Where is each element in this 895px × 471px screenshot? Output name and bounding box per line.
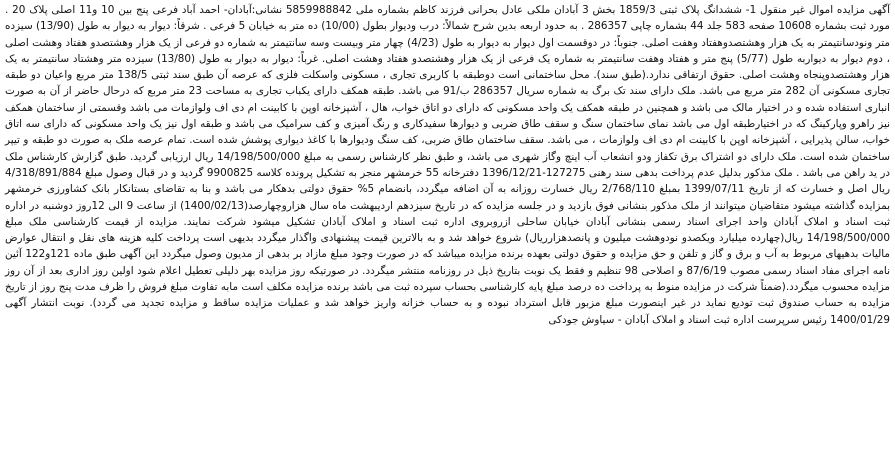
notice-signatory: سیاوش جودکی bbox=[548, 313, 615, 326]
auction-notice-text bbox=[5, 2, 890, 328]
notice-body: آگهی مزایده اموال غیر منقول 1- ششدانگ پلاک ثبتی 1859/3 بخش 3 آبادان ملکی عادل بحرانی فرزند کاظم بشماره ملی 5859988842 نشانی:آبادان- احمد آباد فرعی پنج بین 10 و11 اصلی پلاک 20 . مورد ثبت بشماره 10608 صفحه 583 جلد 44 بشماره چاپی 286357 . به حدود اربعه بدین شرح شمالاً: درب ودیوار بطول (10/00) ده متر به خیابان 5 فرعی . شرقاً: دیوار به دیوار به طول (13/90) سیزده متر ونودسانتیمتر به یک هزار وهشتصدوهفتاد وهفت اصلی. جنوباً: در دوقسمت اول دیوار به دیوار به طول (4/23) چهار متر وبیست وسه سانتیمتر به شماره دو فرعی از یک هزار وهشتصدو هفتاد وهشت اصلی ، دوم دیوار به دیواربه طول (5/77) پنج متر و هفتاد وهفت سانتیمتر به شماره یک فرعی از یک هزار وهشتصدو هفتاد وهشت اصلی. غرباً: دیوار به دیوار به طول (13/80) سیزده متر وهشتاد سانتیمتر به یک هزار وهشتصدوپنجاه وهشت اصلی. حقوق ارتفاقی ندارد.(طبق سند). محل ساختمانی است دوطبقه با کاربری تجاری ، مسکونی واسکلت فلزی که عرصه آن طبق سند ثبتی 138/5 متر مربع واعیان دو طبقه تجاری مسکونی آن 282 متر مربع می باشد. ملک دارای سند تک برگ به شماره سریال 286357 ب/91 می باشد. طبقه همکف دارای یکباب تجاری به مساحت 23 متر مربع که درحال حاضر از آن به صورت انباری استفاده شده و در اختیار مالک می باشد و همچنین در طبقه همکف یک واحد مسکونی که دارای دو اتاق خواب، هال ، آشپزخانه اوپن با کابینت ام دی اف ولوازمات می باشد وقسمتی از ساختمان همکف نیز راهرو وپارکینگ که در اختیارطبقه اول می باشد نمای ساختمان سنگ و سقف طاق ضربی و دیوارها سفیدکاری و رنگ آمیزی و کف سرامیک می باشد و طبقه اول نیز یک واحد مسکونی که دارای سه اتاق خواب، سالن پذیرایی ، آشپزخانه اوپن با کابینت ام دی اف ولوازمات ، می باشد. سقف ساختمان طاق ضربی، کف سنگ ودیوارها با کاغذ دیواری پوشش شده است. تمام عرصه ملک به صورت دو طبقه و تیپر ساختمان شده است. ملک دارای دو اشتراک برق تکفاز ودو انشعاب آب اینچ وگاز شهری می باشد، و طبق نظر کارشناس رسمی به مبلغ 14/198/500/000 ریال ارزیابی گردید. طبق گزارش کارشناس ملک در ید راهن می باشد . ملک مذکور بدلیل عدم پرداخت بدهی سند رهنی 127275-1396/12/21 دفترخانه 55 خرمشهر منجر به تشکیل پرونده کلاسه 9900825 گردید و در قبال وصول مبلغ 4/318/891/884 ریال اصل و خسارت که از تاریخ 1399/07/11 بمبلغ 2/768/110 ریال خسارت روزانه به آن اضافه میگردد، بانضمام 5% حقوق دولتی بدهکار می باشد و بنا به تقاضای بستانکار بانک کشاورزی خرمشهر بمزایده گذاشته میشود متقاضیان میتوانند از ملک مذکور بنشانی فوق بازدید و در جلسه مزایده که در تاریخ سیزدهم اردیبهشت ماه سال هزاروچهارصد(1400/02/13) از ساعت 9 الی 12روز دوشنبه در اداره ثبت اسناد و املاک آبادان واحد اجرای اسناد رسمی بنشانی آبادان خیابان ساحلی ازروبروی اداره ثبت اسناد و املاک آبادان تشکیل میشود شرکت نمایند. مزایده از قیمت کارشناسی ملک مبلغ 14/198/500/000 ریال(چهارده میلیارد ویکصدو نودوهشت میلیون و پانصدهزارریال) شروع خواهد شد و به بالاترین قیمت پیشنهادی واگذار میگردد بدیهی است پرداخت کلیه هزینه های نقل و انتقال عوارض مالیات بدهیهای مربوط به آب و برق و گاز و تلفن و حق مزایده و حقوق دولتی بعهده برنده مزایده میباشد که در صورت وجود مبلغ مازاد بر بدهی از مدیون وصول میگردد این آگهی طبق ماده 121و122 آئین نامه اجرای مفاد اسناد رسمی مصوب 87/6/19 و اصلاحی 98 تنظیم و فقط یک نوبت بتاریخ ذیل در روزنامه منتشر میگردد. در صورتیکه روز مزایده بهر دلیلی تعطیل اعلام شود اولین روز اداری بعد از آن روز مزایده محسوب میگردد.(ضمناً شرکت در مزایده منوط به پرداخت ده درصد مبلغ پایه کارشناسی بحساب سپرده ثبت می باشد برنده مزایده مکلف است مابه تفاوت مبلغ فروش را ظرف مدت پنج روز از تاریخ مزایده به حساب صندوق ثبت تودیع نماید در غیر اینصورت مبلغ مزبور قابل استرداد نبوده و به حساب خزانه واریز خواهد شد و عملیات مزایده ساقط و مزایده تجدید می گردد). نوبت انتشار آگهی 1400/01/29 رئیس سرپرست اداره ثبت اسناد و املاک آبادان - bbox=[5, 4, 891, 326]
